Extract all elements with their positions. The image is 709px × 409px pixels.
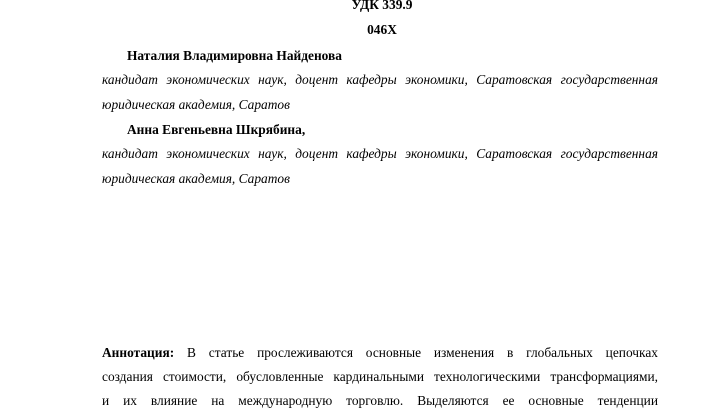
abstract-line1 (102, 345, 658, 361)
author-2-name: Анна Евгеньевна Шкрябина, (127, 122, 306, 137)
author-1-affiliation-line1: кандидат экономических наук, доцент кафедры экономики, Саратовская государственная (102, 72, 658, 87)
author-1-name: Наталия Владимировна Найденова (127, 48, 342, 63)
abstract-text-line1: В статье прослеживаются основные изменения в глобальных цепочках (187, 345, 658, 360)
author-2-affiliation-line1: кандидат экономических наук, доцент кафедры экономики, Саратовская государственная (102, 146, 658, 161)
abstract-line2: создания стоимости, обусловленные кардинальными технологическими трансформациями, (102, 369, 658, 384)
author-1-affiliation-line2: юридическая академия, Саратов (102, 97, 290, 112)
abstract-line3: и их влияние на международную торговлю. Выделяются ее основные тенденции (102, 393, 658, 408)
abstract-label: Аннотация: (102, 345, 175, 360)
author-2-affiliation-line2: юридическая академия, Саратов (102, 171, 290, 186)
classification-code: 046Х (367, 22, 397, 37)
udk-code: УДК 339.9 (351, 0, 413, 12)
